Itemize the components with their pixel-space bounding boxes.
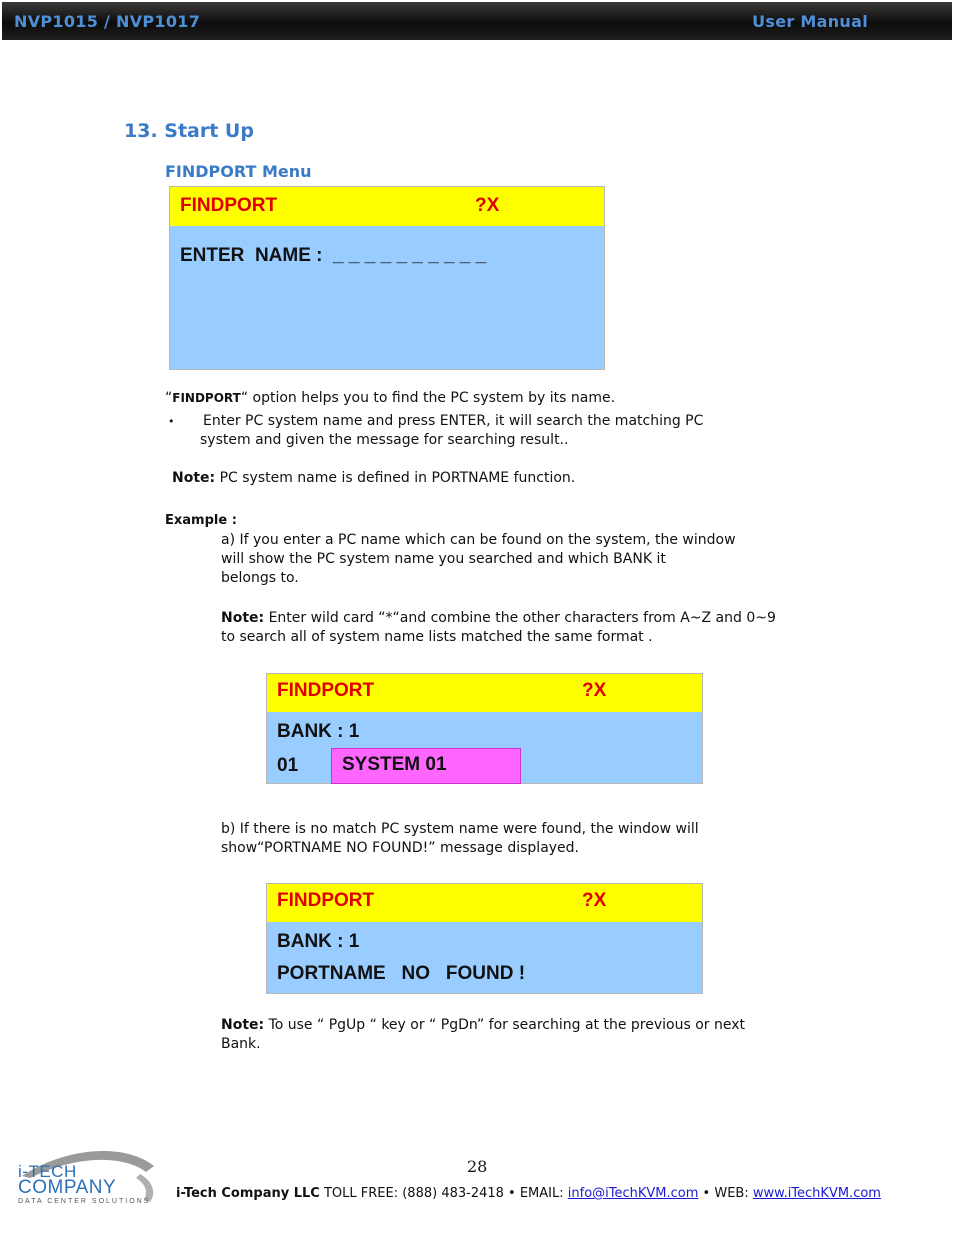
osd-body xyxy=(267,712,702,783)
example-a-line-2: will show the PC system name you searched and which BANK it xyxy=(221,551,666,567)
note-pgup-line-2: Bank. xyxy=(221,1036,261,1052)
note-label: Note: xyxy=(172,470,216,486)
osd-close: ?X xyxy=(475,195,500,216)
logo-tagline: DATA CENTER SOLUTIONS xyxy=(18,1198,151,1205)
header-doc-title: User Manual xyxy=(752,12,868,31)
osd-title-bar xyxy=(267,884,702,922)
findport-osd-result xyxy=(266,673,703,784)
findport-osd-enter-name xyxy=(169,186,605,370)
note-label: Note: xyxy=(221,1017,265,1033)
system-name-highlight xyxy=(331,748,521,784)
footer-email-link[interactable]: info@iTechKVM.com xyxy=(567,1186,699,1201)
note-portname xyxy=(172,469,575,488)
note-label: Note: xyxy=(221,610,265,626)
osd-title-bar xyxy=(170,187,604,226)
example-label: Example : xyxy=(165,513,237,528)
example-b-line-2: show“PORTNAME NO FOUND!” message displayed. xyxy=(221,840,580,856)
note-text: PC system name is defined in PORTNAME function. xyxy=(215,470,576,486)
bank-label: BANK : 1 xyxy=(277,931,360,952)
note-text: Enter wild card “*“and combine the other characters from A~Z and 0~9 xyxy=(264,610,776,626)
bullet-line-2: system and given the message for searching result.. xyxy=(200,432,569,448)
note-wildcard-line-2: to search all of system name lists matched the same format . xyxy=(221,629,653,645)
osd-title: FINDPORT xyxy=(277,680,375,701)
logo-company: COMPANY xyxy=(18,1177,117,1198)
header-model: NVP1015 / NVP1017 xyxy=(14,12,201,31)
osd-title: FINDPORT xyxy=(180,195,278,216)
port-number: 01 xyxy=(277,755,299,776)
findport-osd-not-found xyxy=(266,883,703,994)
osd-close: ?X xyxy=(582,680,607,701)
enter-name-line: ENTER NAME : _ _ _ _ _ _ _ _ _ _ xyxy=(180,245,487,266)
intro-text: “ option helps you to find the PC system by its name. xyxy=(240,390,616,406)
note-text: To use “ PgUp “ key or “ PgDn” for searching at the previous or next xyxy=(264,1017,746,1033)
example-a-line-1: a) If you enter a PC name which can be found on the system, the window xyxy=(221,532,736,548)
page-footer xyxy=(176,1186,881,1201)
footer-web-label: • WEB: xyxy=(698,1186,753,1201)
example-b-line-1: b) If there is no match PC system name were found, the window will xyxy=(221,821,699,837)
itech-logo xyxy=(14,1144,164,1210)
subsection-title: FINDPORT Menu xyxy=(165,162,312,181)
section-title: 13. Start Up xyxy=(124,120,254,142)
osd-title-bar xyxy=(267,674,702,712)
bank-label: BANK : 1 xyxy=(277,721,360,742)
bullet-mark: • xyxy=(168,415,175,428)
footer-tollfree: TOLL FREE: (888) 483-2418 • EMAIL: xyxy=(319,1186,568,1201)
intro-quote: “ xyxy=(165,390,173,406)
example-a-line-3: belongs to. xyxy=(221,570,299,586)
osd-body xyxy=(170,226,604,369)
note-pgup-line-1 xyxy=(221,1016,745,1035)
osd-title: FINDPORT xyxy=(277,890,375,911)
osd-close: ?X xyxy=(582,890,607,911)
intro-paragraph xyxy=(165,389,615,408)
footer-web-link[interactable]: www.iTechKVM.com xyxy=(752,1186,881,1201)
page-number: 28 xyxy=(467,1157,488,1176)
page-header xyxy=(2,2,952,40)
note-wildcard-line-1 xyxy=(221,609,776,628)
system-name: SYSTEM 01 xyxy=(342,754,447,775)
bullet-line-1: Enter PC system name and press ENTER, it will search the matching PC xyxy=(203,413,704,429)
intro-keyword: FINDPORT xyxy=(172,391,241,405)
footer-company: i-Tech Company LLC xyxy=(176,1186,320,1201)
logo-top: i-TECH xyxy=(18,1162,77,1181)
osd-body xyxy=(267,922,702,993)
not-found-message: PORTNAME NO FOUND ! xyxy=(277,963,526,984)
